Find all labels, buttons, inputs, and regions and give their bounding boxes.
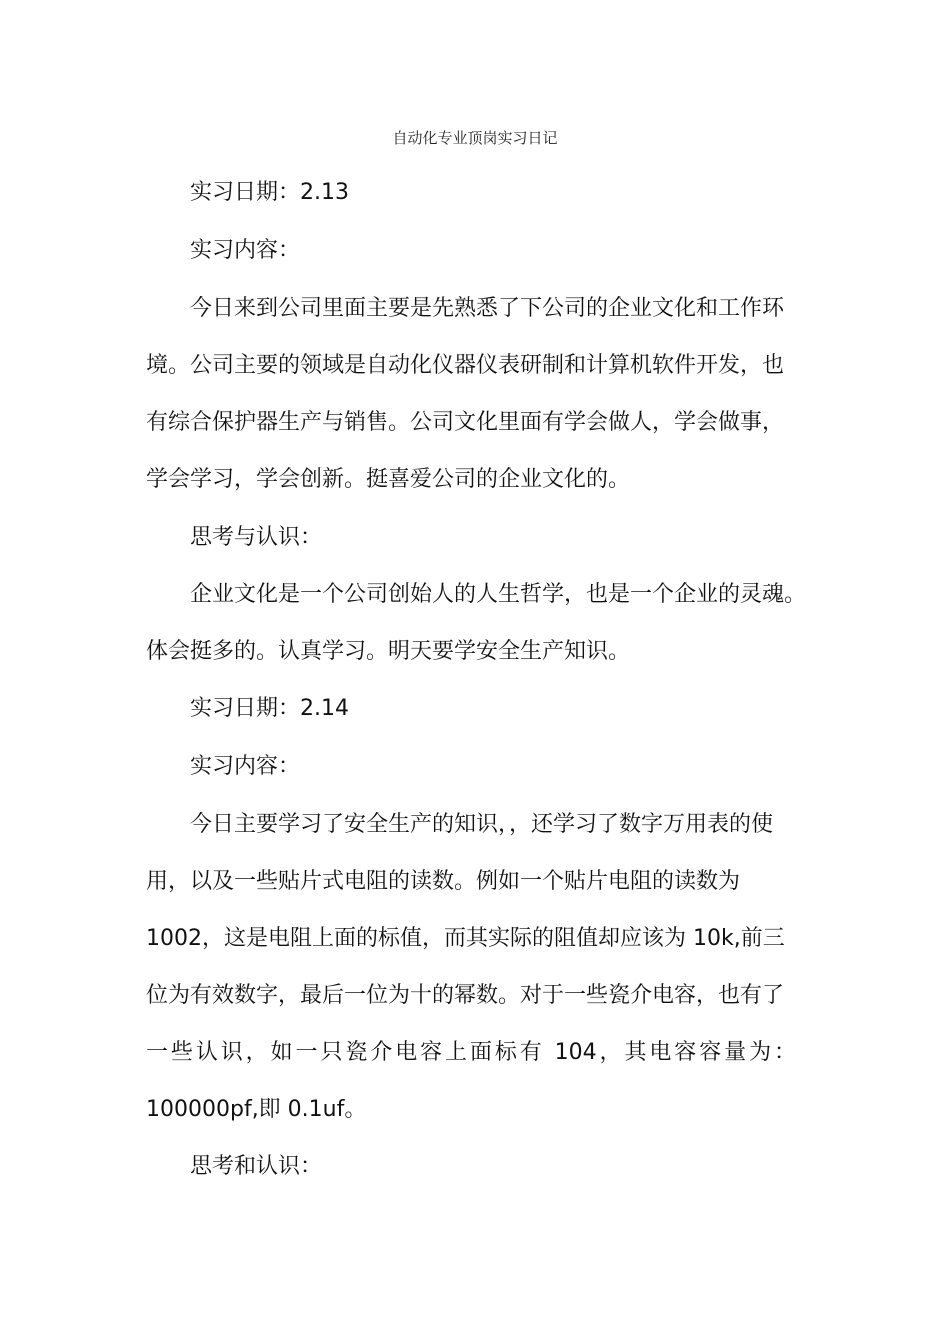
paragraph-line: 企业文化是一个公司创始人的人生哲学，也是一个企业的灵魂。 (190, 582, 807, 607)
entry-content-heading: 实习内容： (190, 238, 301, 263)
paragraph-line: 今日来到公司里面主要是先熟悉了下公司的企业文化和工作环 (190, 296, 785, 321)
document-title: 自动化专业顶岗实习日记 (392, 129, 558, 147)
paragraph-line: 一些认识，如一只瓷介电容上面标有 104，其电容容量为： (146, 1040, 796, 1065)
reflection-heading: 思考与认识： (190, 525, 323, 550)
paragraph-line: 今日主要学习了安全生产的知识，，还学习了数字万用表的使 (190, 812, 774, 837)
paragraph-line: 100000pf,即 0.1uf。 (146, 1097, 367, 1122)
entry-date-heading: 实习日期：2.14 (190, 696, 349, 721)
entry-date-heading: 实习日期：2.13 (190, 180, 349, 205)
paragraph-line: 有综合保护器生产与销售。公司文化里面有学会做人，学会做事， (146, 410, 785, 435)
entry-content-heading: 实习内容： (190, 754, 301, 779)
paragraph-line: 1002，这是电阻上面的标值，而其实际的阻值却应该为 10k,前三 (146, 926, 785, 951)
paragraph-line: 学会学习，学会创新。挺喜爱公司的企业文化的。 (146, 467, 631, 492)
paragraph-line: 用，以及一些贴片式电阻的读数。例如一个贴片电阻的读数为 (146, 869, 741, 894)
paragraph-line: 位为有效数字，最后一位为十的幂数。对于一些瓷介电容，也有了 (146, 983, 785, 1008)
paragraph-line: 境。公司主要的领域是自动化仪器仪表研制和计算机软件开发，也 (146, 353, 785, 378)
reflection-heading: 思考和认识： (190, 1154, 323, 1179)
paragraph-line: 体会挺多的。认真学习。明天要学安全生产知识。 (146, 639, 631, 664)
